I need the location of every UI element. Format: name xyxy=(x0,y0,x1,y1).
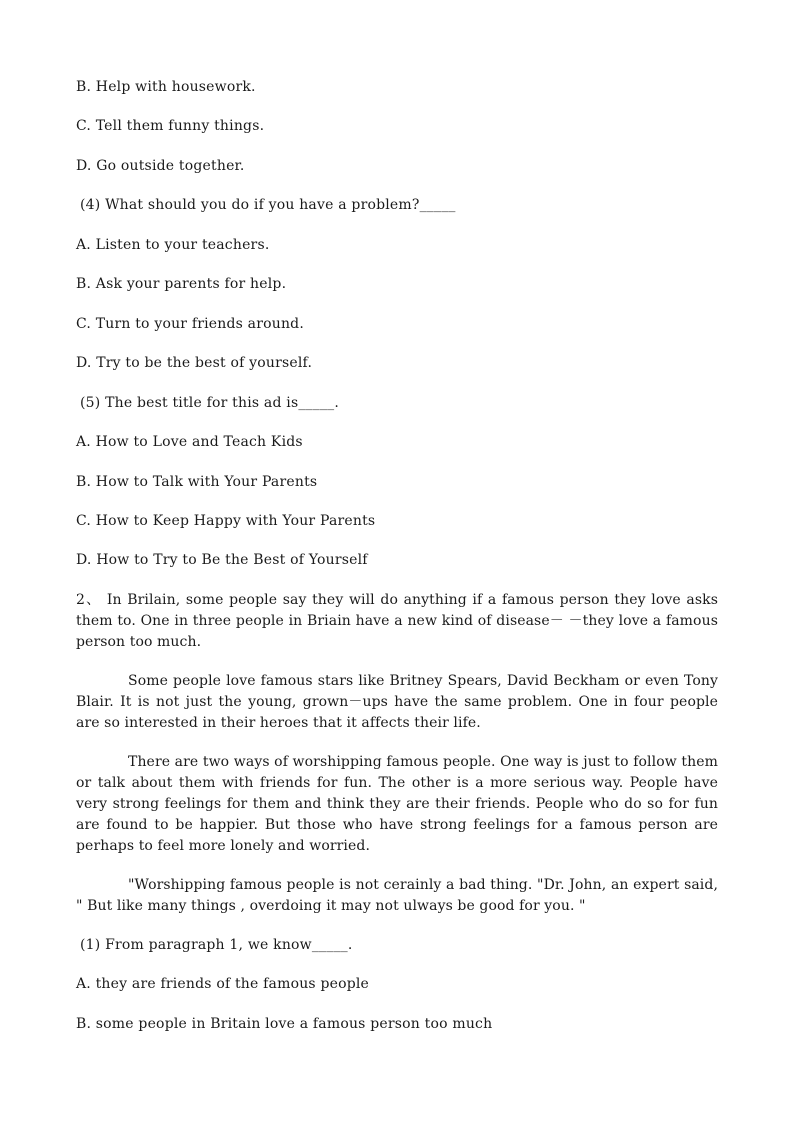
q5-question: (5) The best title for this ad is_____. xyxy=(80,395,340,411)
passage-paragraph-1: 2、 In Brilain, some people say they will do anything if a famous person they love asks them to. One in three people in Briain have a new kind of disease－ －they love a famous person too much. xyxy=(76,592,718,650)
passage-paragraph-4 xyxy=(76,875,718,917)
q3-option-c: C. Tell them funny things. xyxy=(76,118,265,134)
q5-option-d: D. How to Try to Be the Best of Yourself xyxy=(76,552,368,568)
q4-option-a: A. Listen to your teachers. xyxy=(76,237,270,253)
passage-paragraph-2-text: Some people love famous stars like Britney Spears, David Beckham or even Tony Blair. It is not just the young, grown－ups have the same problem. One in four people are so interested in their heroes that it affects their life. xyxy=(76,673,718,731)
q3-option-b: B. Help with housework. xyxy=(76,79,256,95)
p2-q1-question: (1) From paragraph 1, we know_____. xyxy=(80,937,353,953)
q4-option-d: D. Try to be the best of yourself. xyxy=(76,355,313,371)
q5-option-a: A. How to Love and Teach Kids xyxy=(76,434,303,450)
q5-option-c: C. How to Keep Happy with Your Parents xyxy=(76,513,376,529)
passage-paragraph-3-text: There are two ways of worshipping famous people. One way is just to follow them or talk about them with friends for fun. The other is a more serious way. People have very strong feelings for them and think they are their friends. People who do so for fun are found to be happier. But those who have strong feelings for a famous person are perhaps to feel more lonely and worried. xyxy=(76,754,718,854)
passage-paragraph-4-text: "Worshipping famous people is not cerainly a bad thing. "Dr. John, an expert said, " But like many things , overdoing it may not ulways be good for you. " xyxy=(76,877,718,914)
q5-option-b: B. How to Talk with Your Parents xyxy=(76,474,318,490)
passage-paragraph-2 xyxy=(76,671,718,734)
q3-option-d: D. Go outside together. xyxy=(76,158,245,174)
passage-paragraph-3 xyxy=(76,752,718,857)
p2-q1-option-a: A. they are friends of the famous people xyxy=(76,976,370,992)
q4-option-c: C. Turn to your friends around. xyxy=(76,316,304,332)
q4-option-b: B. Ask your parents for help. xyxy=(76,276,287,292)
p2-q1-option-b: B. some people in Britain love a famous person too much xyxy=(76,1016,493,1032)
q4-question: (4) What should you do if you have a problem?_____ xyxy=(80,197,456,213)
